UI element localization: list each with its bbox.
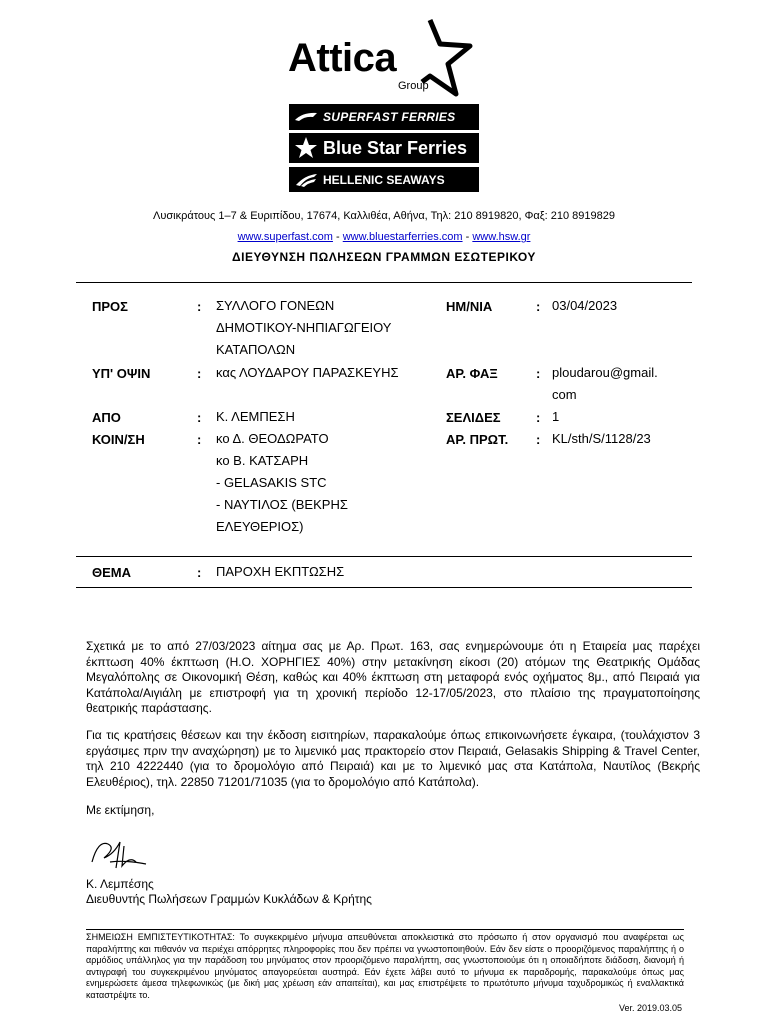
colon: : — [197, 366, 202, 381]
department-title: ΔΙΕΥΘΥΝΣΗ ΠΩΛΗΣΕΩΝ ΓΡΑΜΜΩΝ ΕΣΩΤΕΡΙΚΟΥ — [232, 250, 536, 264]
signer-title: Διευθυντής Πωλήσεων Γραμμών Κυκλάδων & Κρήτης — [86, 892, 372, 906]
colon: : — [536, 432, 541, 447]
ref-label: ΑΡ. ΠΡΩΤ. — [446, 432, 509, 447]
paragraph-2: Για τις κρατήσεις θέσεων και την έκδοση εισιτηρίων, παρακαλούμε όπως επικοινωνήσετε έγκαιρα, (τουλάχιστον 3 εργάσιμες πριν την αναχώρηση) με το λιμενικό μας πρακτορείο στον Πειραιά, Gelasakis Shipping & Travel Center, τηλ 210 4222440 (για το δρομολόγιο από Πειραιά) και με το λιμενικό μας στα Κατάπολα, Ναυτίλος (Βεκρής Ελευθέριος), τηλ. 22850 71201/71035 (για το δρομολόγιο από Κατάπολα). — [86, 728, 700, 789]
closing: Με εκτίμηση, — [86, 803, 155, 817]
colon: : — [197, 410, 202, 425]
ref-value: KL/sth/S/1128/23 — [552, 431, 651, 446]
colon: : — [197, 432, 202, 447]
hellenic-brand — [289, 167, 479, 192]
seaways-icon — [289, 167, 323, 192]
link-superfast[interactable]: www.superfast.com — [237, 231, 333, 243]
version: Ver. 2019.03.05 — [618, 1003, 682, 1013]
divider — [76, 282, 692, 283]
link-bluestar[interactable]: www.bluestarferries.com — [342, 231, 463, 243]
cc-value: κο Δ. ΘΕΟΔΩΡΑΤΟ κο Β. ΚΑΤΣΑΡΗ - GELASAKIS STC - ΝΑΥΤΙΛΟΣ (ΒΕΚΡΗΣ ΕΛΕΥΘΕΡΙΟΣ) — [216, 431, 348, 534]
brand-name: HELLENIC SEAWAYS — [323, 172, 445, 187]
fax-value: ploudarou@gmail. com — [552, 365, 658, 402]
date-value: 03/04/2023 — [552, 298, 618, 313]
paragraph-1: Σχετικά με το από 27/03/2023 αίτημα σας με Αρ. Πρωτ. 163, σας ενημερώνουμε ότι η Εταιρεία μας παρέχει έκπτωση 40% έκπτωση (Η.Ο. ΧΟΡΗΓΙΕΣ 40%) στην μετακίνηση είκοσι (20) ατόμων της Θεατρικής Ομάδας Μεγαλόπολης σε Οικονομική Θέση, καθώς και 40% έκπτωση στη μεταφορά ενός οχήματος 8μ., από Πειραιά για Κατάπολα/Αιγιάλη με επιστροφή για τη χρονική περίοδο 12-17/05/2023, στο πλαίσιο της πραγματοποίησης θεατρικής παράστασης. — [86, 639, 700, 715]
colon: : — [536, 299, 541, 314]
signer-name: Κ. Λεμπέσης — [86, 877, 154, 891]
to-label: ΠΡΟΣ — [92, 299, 128, 314]
star-icon — [289, 133, 323, 163]
subject-value: ΠΑΡΟΧΗ ΕΚΠΤΩΣΗΣ — [216, 564, 345, 579]
colon: : — [536, 366, 541, 381]
colon: : — [197, 565, 202, 580]
attn-label: ΥΠ' ΟΨΙΝ — [92, 366, 151, 381]
pages-value: 1 — [552, 409, 560, 424]
from-value: Κ. ΛΕΜΠΕΣΗ — [216, 409, 295, 424]
brand-name: Blue Star Ferries — [323, 137, 468, 158]
date-label: ΗΜ/ΝΙΑ — [446, 299, 493, 314]
colon: : — [197, 299, 202, 314]
subject-label: ΘΕΜΑ — [92, 565, 131, 580]
divider — [86, 929, 684, 930]
to-value: ΣΥΛΛΟΓΟ ΓΟΝΕΩΝ ΔΗΜΟΤΙΚΟΥ-ΝΗΠΙΑΓΩΓΕΙΟΥ ΚΑΤΑΠΟΛΩΝ — [216, 298, 392, 357]
divider — [76, 587, 692, 588]
superfast-brand — [289, 104, 479, 130]
fax-label: ΑΡ. ΦΑΞ — [446, 366, 498, 381]
logo-sub: Group — [398, 80, 429, 92]
company-address: Λυσικράτους 1–7 & Ευριπίδου, 17674, Καλλιθέα, Αθήνα, Τηλ: 210 8919820, Φαξ: 210 8919829 — [153, 210, 615, 222]
attn-value: κας ΛΟΥΔΑΡΟΥ ΠΑΡΑΣΚΕΥΗΣ — [216, 365, 399, 380]
divider — [76, 556, 692, 557]
brand-name: SUPERFAST FERRIES — [323, 110, 456, 124]
attica-logo — [280, 14, 480, 104]
website-links: www.superfast.com - www.bluestarferries.com - www.hsw.gr — [237, 231, 531, 243]
signature — [86, 832, 166, 876]
superfast-icon — [289, 104, 323, 130]
link-hsw[interactable]: www.hsw.gr — [472, 231, 531, 243]
logo-text: Attica — [288, 36, 397, 80]
pages-label: ΣΕΛΙΔΕΣ — [446, 410, 501, 425]
cc-label: ΚΟΙΝ/ΣΗ — [92, 432, 145, 447]
confidentiality-note: ΣΗΜΕΙΩΣΗ ΕΜΠΙΣΤΕΥΤΙΚΟΤΗΤΑΣ: Το συγκεκριμένο μήνυμα απευθύνεται αποκλειστικά στο πρόσωπο ή στον οργανισμό που αναφέρεται ως παραλήπτης και πιθανόν να περιέχει απόρρητες πληροφορίες που δεν πρέπει να γνωστοποιηθούν. Εάν δεν είστε ο προοριζόμενος παραλήπτης ή ο αρμόδιος υπάλληλος για την παράδοση του μηνύματος στον προοριζόμενο παραλήπτη, σας γνωστοποιούμε ότι η οποιαδήποτε διάδοση, διανομή ή αντιγραφή του συγκεκριμένου μηνύματος απαγορεύεται αυστηρά. Εάν έχετε λάβει αυτό το μήνυμα εκ παραδρομής, παρακαλούμε όπως μας ενημερώσετε άμεσα τηλεφωνικώς (με δική μας χρέωση εάν απαιτείται), και μας επιστρέψετε το πρωτότυπο μήνυμα ταχυδρομικώς ή εναλλακτικά καταστρέψτε το. — [86, 932, 684, 1000]
bluestar-brand — [289, 133, 479, 163]
colon: : — [536, 410, 541, 425]
from-label: ΑΠΟ — [92, 410, 121, 425]
